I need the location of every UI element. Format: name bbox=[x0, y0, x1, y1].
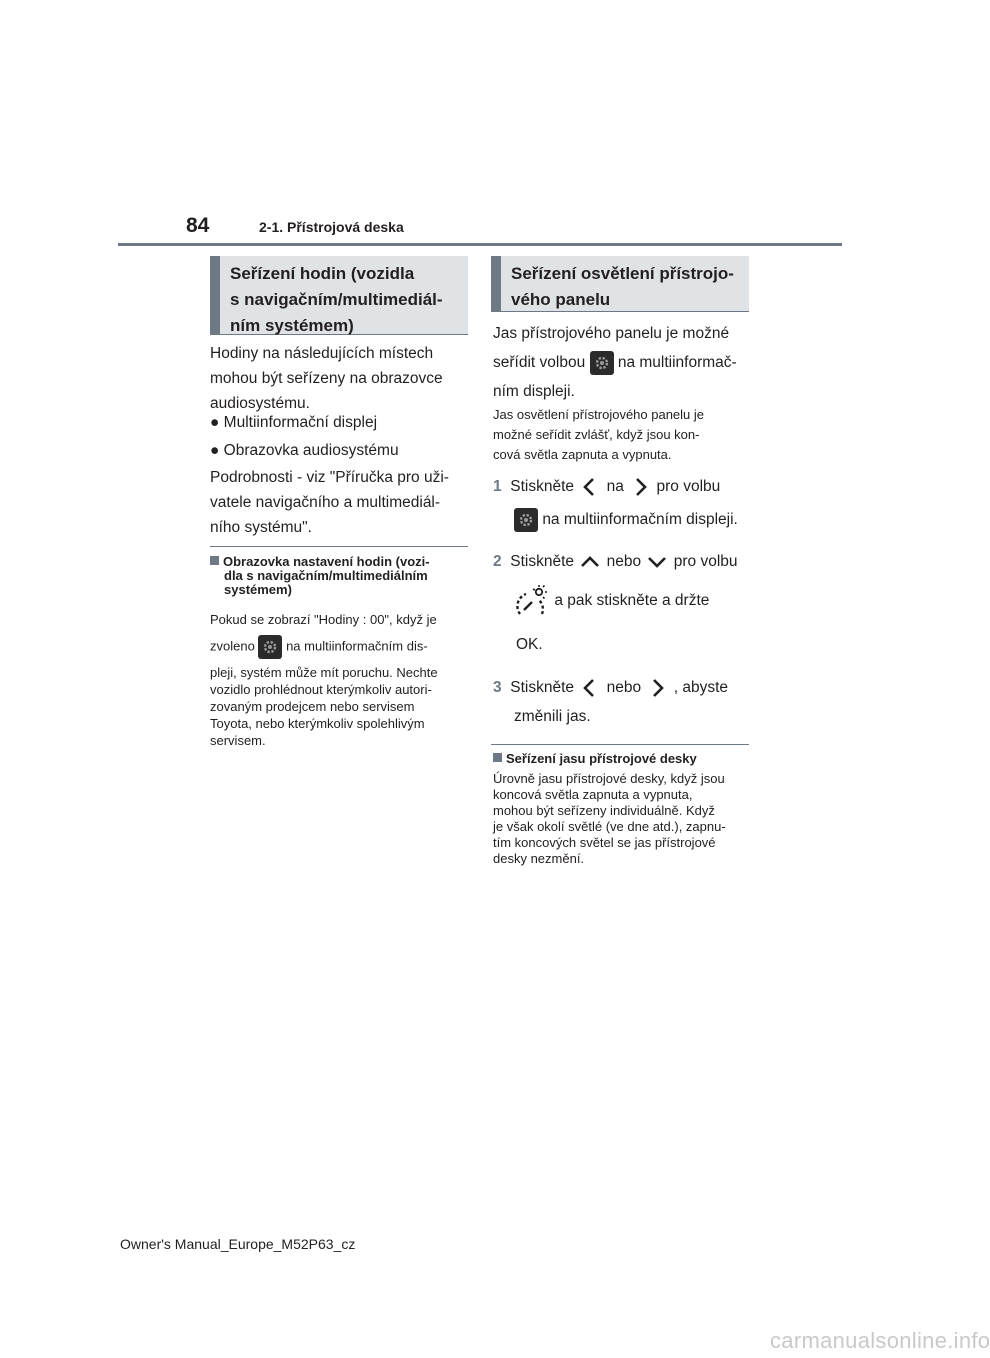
ok-button-label: OK bbox=[516, 636, 539, 653]
gear-icon bbox=[590, 351, 614, 375]
bullet-list bbox=[210, 410, 399, 463]
list-item: ● Obrazovka audiosystému bbox=[210, 442, 399, 459]
instrument-brightness-icon bbox=[512, 584, 550, 618]
page-number: 84 bbox=[186, 214, 210, 237]
chevron-right-icon bbox=[645, 676, 669, 700]
step-3: 3 Stiskněte nebo , abyste bbox=[493, 675, 728, 700]
step-3-cont: změnili jas. bbox=[514, 708, 591, 725]
chevron-up-icon bbox=[578, 550, 602, 574]
section-header: 2-1. Přístrojová deska bbox=[259, 219, 404, 235]
left-intro: Hodiny na následujících místech mohou být seřízeny na obrazovce audiosystému. bbox=[210, 345, 443, 412]
right-note: Jas osvětlení přístrojového panelu je možné seřídit zvlášť, když jsou kon- cová světla zapnuta a vypnuta. bbox=[493, 407, 705, 462]
left-subheading: Obrazovka nastavení hodin (vozi- dla s navigačním/multimediálním systémem) bbox=[210, 555, 470, 597]
gear-icon bbox=[258, 635, 282, 659]
step-1-cont: na multiinformačním displeji. bbox=[514, 507, 738, 532]
step-2: 2 Stiskněte nebo pro volbu bbox=[493, 549, 738, 574]
right-intro: Jas přístrojového panelu je možné seřídit volbou na multiinformač- ním displeji. bbox=[493, 325, 737, 400]
list-item: ● Multiinformační displej bbox=[210, 414, 378, 431]
chevron-down-icon bbox=[645, 550, 669, 574]
left-section-title: Seřízení hodin (vozidla s navigačním/multimediál- ním systémem) bbox=[210, 256, 468, 335]
gear-icon bbox=[514, 508, 538, 532]
step-2-ok: OK. bbox=[516, 636, 543, 653]
left-details: Podrobnosti - viz "Příručka pro uži- vatele navigačního a multimediál- ního systému". bbox=[210, 469, 449, 536]
watermark: carmanualsonline.info bbox=[770, 1328, 990, 1353]
right-sub-rule bbox=[491, 744, 749, 745]
right-sub-text: Úrovně jasu přístrojové desky, když jsou koncová světla zapnuta a vypnuta, mohou být seřízeny individuálně. Když je však okolí světlé (ve dne atd.), zapnu- tím koncových světel se jas přístrojové desky nezmění. bbox=[493, 771, 726, 866]
header-rule bbox=[118, 243, 842, 246]
right-subheading: Seřízení jasu přístrojové desky bbox=[493, 752, 697, 766]
left-sub-rule bbox=[210, 546, 468, 547]
footer-text: Owner's Manual_Europe_M52P63_cz bbox=[120, 1236, 356, 1252]
right-section-title: Seřízení osvětlení přístrojo- vého panelu bbox=[491, 256, 749, 312]
step-2-cont: a pak stiskněte a držte bbox=[512, 584, 709, 618]
left-note: Pokud se zobrazí "Hodiny : 00", když je zvoleno na multiinformačním dis- pleji, systém může mít poruchu. Nechte vozidlo prohlédnout kterýmkoliv autori- zovaným prodejcem nebo servisem Toyota, nebo kterýmkoliv spolehlivým servisem. bbox=[210, 612, 438, 748]
step-1: 1 Stiskněte na pro volbu bbox=[493, 474, 720, 499]
chevron-left-icon bbox=[578, 475, 602, 499]
chevron-left-icon bbox=[578, 676, 602, 700]
chevron-right-icon bbox=[628, 475, 652, 499]
